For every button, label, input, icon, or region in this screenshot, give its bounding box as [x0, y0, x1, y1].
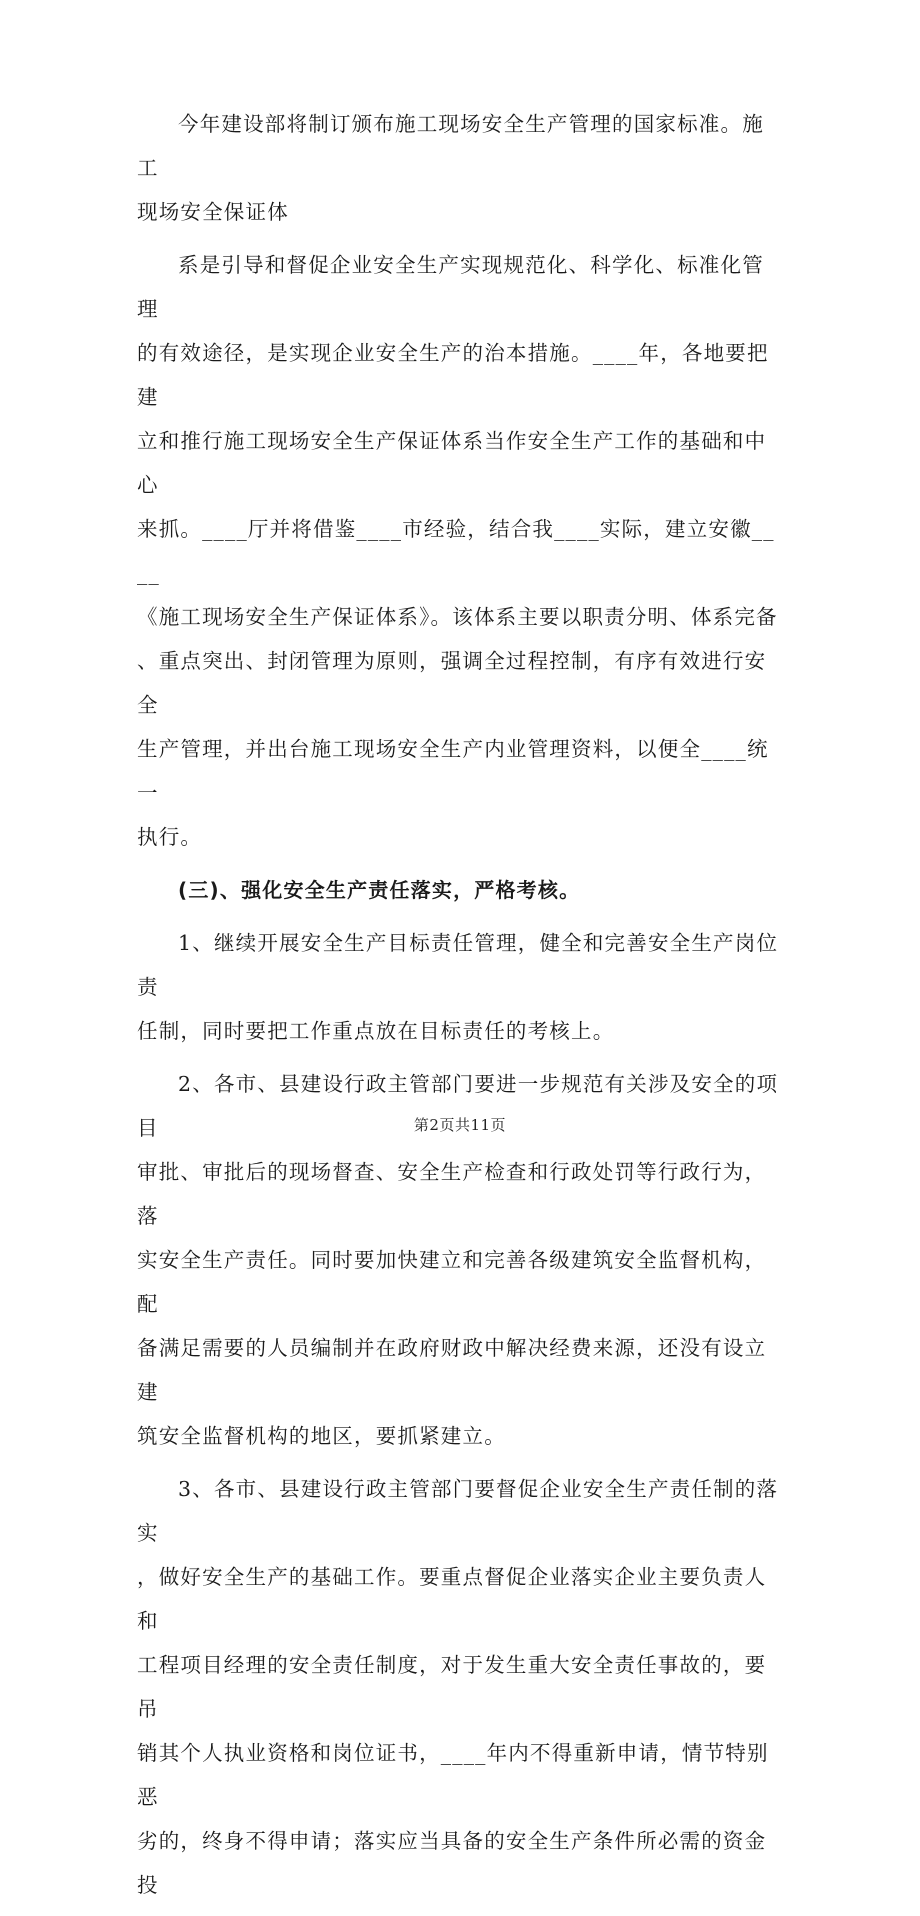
text-line: 现场安全保证体	[137, 200, 289, 224]
text-line: 系是引导和督促企业安全生产实现规范化、科学化、标准化管理	[137, 253, 764, 321]
text-line: 今年建设部将制订颁布施工现场安全生产管理的国家标准。施工	[137, 112, 764, 180]
text-line: 备满足需要的人员编制并在政府财政中解决经费来源，还没有设立建	[137, 1336, 767, 1404]
text-line: 劣的，终身不得申请；落实应当具备的安全生产条件所必需的资金投	[137, 1829, 767, 1897]
text-line: 实安全生产责任。同时要加快建立和完善各级建筑安全监督机构，配	[137, 1248, 767, 1316]
page-number-footer: 第2页共11页	[413, 1116, 507, 1134]
heading-text: (三)、强化安全生产责任落实，严格考核。	[178, 878, 581, 902]
paragraph-guarantee-system	[137, 243, 783, 859]
text-line: 生产管理，并出台施工现场安全生产内业管理资料，以便全____统一	[137, 737, 769, 805]
text-line: 执行。	[137, 825, 203, 849]
document-body	[137, 102, 783, 1916]
text-line: 《施工现场安全生产保证体系》。该体系主要以职责分明、体系完备	[137, 605, 778, 629]
text-line: ，做好安全生产的基础工作。要重点督促企业落实企业主要负责人和	[137, 1565, 767, 1633]
text-line: 的有效途径，是实现企业安全生产的治本措施。____年，各地要把建	[137, 341, 769, 409]
text-line: 1、继续开展安全生产目标责任管理，健全和完善安全生产岗位责	[137, 931, 779, 999]
text-line: 立和推行施工现场安全生产保证体系当作安全生产工作的基础和中心	[137, 429, 767, 497]
text-line: 3、各市、县建设行政主管部门要督促企业安全生产责任制的落实	[137, 1477, 779, 1545]
text-line: 任制，同时要把工作重点放在目标责任的考核上。	[137, 1019, 615, 1043]
section-heading	[137, 868, 783, 912]
text-line: 筑安全监督机构的地区，要抓紧建立。	[137, 1424, 506, 1448]
text-line: 工程项目经理的安全责任制度，对于发生重大安全责任事故的，要吊	[137, 1653, 767, 1721]
text-line: 来抓。____厅并将借鉴____市经验，结合我____实际，建立安徽____	[137, 517, 775, 585]
paragraph-safety-standard	[137, 102, 783, 234]
paragraph-item-3	[137, 1467, 783, 1907]
paragraph-item-1	[137, 921, 783, 1053]
text-line: 审批、审批后的现场督查、安全生产检查和行政处罚等行政行为，落	[137, 1160, 767, 1228]
text-line: 2、各市、县建设行政主管部门要进一步规范有关涉及安全的项目	[137, 1072, 779, 1140]
text-line: 、重点突出、封闭管理为原则，强调全过程控制，有序有效进行安全	[137, 649, 767, 717]
text-line: 销其个人执业资格和岗位证书，____年内不得重新申请，情节特别恶	[137, 1741, 769, 1809]
